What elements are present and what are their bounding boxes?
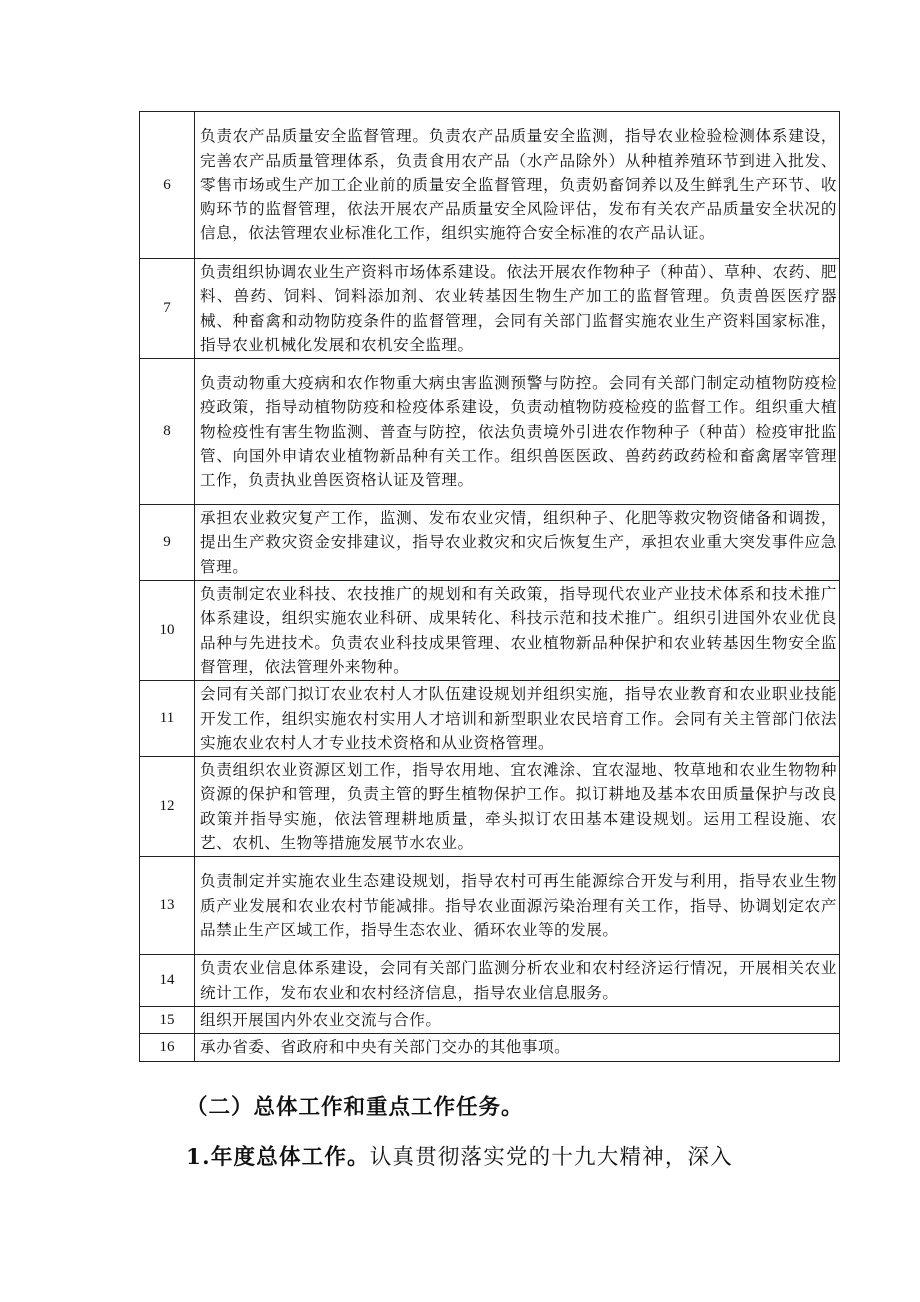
row-text: 承办省委、省政府和中央有关部门交办的其他事项。 [195,1034,840,1061]
row-number: 9 [140,505,195,581]
table-row [140,505,840,581]
row-text: 承担农业救灾复产工作，监测、发布农业灾情，组织种子、化肥等救灾物资储备和调拨，提出生产救灾资金安排建议，指导农业救灾和灾后恢复生产，承担农业重大突发事件应急管理。 [195,505,840,581]
row-text: 负责制定并实施农业生态建设规划，指导农村可再生能源综合开发与利用，指导农业生物质产业发展和农业农村节能减排。指导农业面源污染治理有关工作，指导、协调划定农产品禁止生产区域工作，指导生态农业、循环农业等的发展。 [195,857,840,955]
row-number: 16 [140,1034,195,1061]
table-row [140,1034,840,1061]
paragraph-text: 认真贯彻落实党的十九大精神，深入 [369,1145,733,1170]
table-row [140,112,840,259]
table-row [140,259,840,359]
row-text: 负责动物重大疫病和农作物重大病虫害监测预警与防控。会同有关部门制定动植物防疫检疫政策，指导动植物防疫和检疫体系建设，负责动植物防疫检疫的监督工作。组织重大植物检疫性有害生物监测、普查与防控，依法负责境外引进农作物种子（种苗）检疫审批监管、向国外申请农业植物新品种有关工作。组织兽医医政、兽药药政药检和畜禽屠宰管理工作，负责执业兽医资格认证及管理。 [195,359,840,505]
row-text: 负责农业信息体系建设，会同有关部门监测分析农业和农村经济运行情况，开展相关农业统计工作，发布农业和农村经济信息，指导农业信息服务。 [195,955,840,1007]
table-row [140,757,840,857]
row-number: 8 [140,359,195,505]
row-text: 负责组织协调农业生产资料市场体系建设。依法开展农作物种子（种苗）、草种、农药、肥料、兽药、饲料、饲料添加剂、农业转基因生物生产加工的监督管理。负责兽医医疗器械、种畜禽和动物防疫条件的监督管理，会同有关部门监督实施农业生产资料国家标准，指导农业机械化发展和农机安全监理。 [195,259,840,359]
paragraph-lead: 1.年度总体工作。 [186,1145,370,1170]
row-text: 负责制定农业科技、农技推广的规划和有关政策，指导现代农业产业技术体系和技术推广体系建设，组织实施农业科研、成果转化、科技示范和技术推广。组织引进国外农业优良品种与先进技术。负责农业科技成果管理、农业植物新品种保护和农业转基因生物安全监督管理，依法管理外来物种。 [195,581,840,681]
table-row [140,359,840,505]
row-text: 负责组织农业资源区划工作，指导农用地、宜农滩涂、宜农湿地、牧草地和农业生物物种资源的保护和管理，负责主管的野生植物保护工作。拟订耕地及基本农田质量保护与改良政策并指导实施，依法管理耕地质量，牵头拟订农田基本建设规划。运用工程设施、农艺、农机、生物等措施发展节水农业。 [195,757,840,857]
row-text: 组织开展国内外农业交流与合作。 [195,1006,840,1033]
row-text: 负责农产品质量安全监督管理。负责农产品质量安全监测，指导农业检验检测体系建设，完善农产品质量管理体系，负责食用农产品（水产品除外）从种植养殖环节到进入批发、零售市场或生产加工企业前的质量安全监督管理，负责奶畜饲养以及生鲜乳生产环节、收购环节的监督管理，依法开展农产品质量安全风险评估，发布有关农产品质量安全状况的信息，依法管理农业标准化工作，组织实施符合安全标准的农产品认证。 [195,112,840,259]
section-heading: （二）总体工作和重点工作任务。 [186,1095,524,1120]
row-number: 12 [140,757,195,857]
row-number: 10 [140,581,195,681]
row-text: 会同有关部门拟订农业农村人才队伍建设规划并组织实施，指导农业教育和农业职业技能开发工作，组织实施农村实用人才培训和新型职业农民培育工作。会同有关主管部门依法实施农业农村人才专业技术资格和从业资格管理。 [195,681,840,757]
table-row [140,1006,840,1033]
row-number: 6 [140,112,195,259]
table-row [140,581,840,681]
body-paragraph [186,1140,733,1171]
table-row [140,857,840,955]
row-number: 7 [140,259,195,359]
table-row [140,955,840,1007]
row-number: 15 [140,1006,195,1033]
table-row [140,681,840,757]
duties-table [139,111,840,1062]
row-number: 13 [140,857,195,955]
row-number: 11 [140,681,195,757]
duties-table-body [140,112,840,1062]
row-number: 14 [140,955,195,1007]
